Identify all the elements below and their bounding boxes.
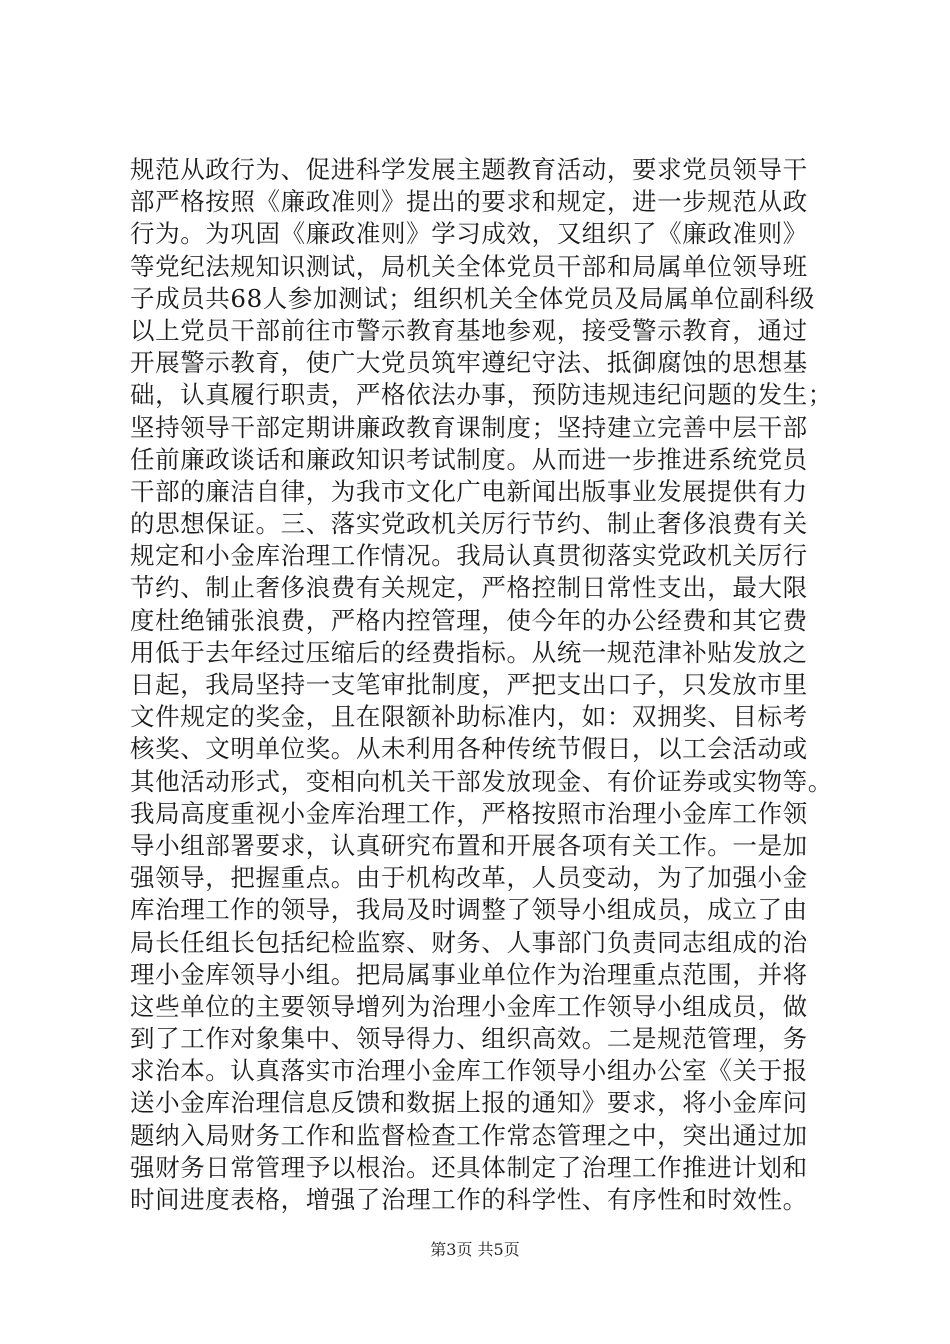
text-line: 的思想保证。三、落实党政机关厉行节约、制止奢侈浪费有关: [130, 509, 808, 539]
text-line: 库治理工作的领导，我局及时调整了领导小组成员，成立了由: [130, 895, 808, 925]
text-line: 我局高度重视小金库治理工作，严格按照市治理小金库工作领: [130, 798, 808, 828]
text-line: 节约、制止奢侈浪费有关规定，严格控制日常性支出，最大限: [130, 573, 808, 603]
text-line: 这些单位的主要领导增列为治理小金库工作领导小组成员，做: [130, 991, 808, 1021]
body-text: [130, 154, 833, 1216]
text-line: 干部的廉洁自律，为我市文化广电新闻出版事业发展提供有力: [130, 476, 808, 506]
text-line: 题纳入局财务工作和监督检查工作常态管理之中，突出通过加: [130, 1120, 808, 1150]
text-line: 础，认真履行职责，严格依法办事，预防违规违纪问题的发生；: [130, 380, 833, 410]
text-line: 开展警示教育，使广大党员筑牢遵纪守法、抵御腐蚀的思想基: [130, 348, 808, 378]
text-line: 用低于去年经过压缩后的经费指标。从统一规范津补贴发放之: [130, 637, 808, 667]
text-line: 局长任组长包括纪检监察、财务、人事部门负责同志组成的治: [130, 927, 808, 957]
text-line: 子成员共68人参加测试；组织机关全体党员及局属单位副科级: [130, 283, 815, 313]
text-line: 规范从政行为、促进科学发展主题教育活动，要求党员领导干: [130, 155, 808, 184]
page-footer: 第3页 共5页: [430, 1240, 520, 1259]
text-line: 导小组部署要求，认真研究布置和开展各项有关工作。一是加: [130, 830, 808, 860]
text-line: 其他活动形式，变相向机关干部发放现金、有价证券或实物等。: [130, 766, 833, 796]
text-line: 送小金库治理信息反馈和数据上报的通知》要求，将小金库问: [130, 1088, 808, 1118]
text-line: 等党纪法规知识测试，局机关全体党员干部和局属单位领导班: [130, 251, 808, 281]
text-line: 度杜绝铺张浪费，严格内控管理，使今年的办公经费和其它费: [130, 605, 808, 635]
text-line: 规定和小金库治理工作情况。我局认真贯彻落实党政机关厉行: [130, 541, 808, 571]
text-line: 任前廉政谈话和廉政知识考试制度。从而进一步推进系统党员: [130, 444, 808, 474]
text-line: 坚持领导干部定期讲廉政教育课制度；坚持建立完善中层干部: [130, 412, 808, 442]
text-line: 核奖、文明单位奖。从未利用各种传统节假日，以工会活动或: [130, 734, 808, 764]
text-line: 部严格按照《廉政准则》提出的要求和规定，进一步规范从政: [130, 187, 808, 217]
text-line: 行为。为巩固《廉政准则》学习成效，又组织了《廉政准则》: [130, 219, 808, 249]
text-line: 以上党员干部前往市警示教育基地参观，接受警示教育，通过: [130, 315, 808, 345]
text-line: 强领导，把握重点。由于机构改革，人员变动，为了加强小金: [130, 863, 808, 893]
text-line: 时间进度表格，增强了治理工作的科学性、有序性和时效性。: [130, 1185, 808, 1214]
text-line: 日起，我局坚持一支笔审批制度，严把支出口子，只发放市里: [130, 670, 808, 699]
text-line: 到了工作对象集中、领导得力、组织高效。二是规范管理，务: [130, 1024, 808, 1054]
text-line: 求治本。认真落实市治理小金库工作领导小组办公室《关于报: [130, 1056, 808, 1086]
text-line: 强财务日常管理予以根治。还具体制定了治理工作推进计划和: [130, 1152, 808, 1182]
text-line: 文件规定的奖金，且在限额补助标准内，如：双拥奖、目标考: [130, 702, 808, 732]
text-line: 理小金库领导小组。把局属事业单位作为治理重点范围，并将: [130, 959, 808, 989]
